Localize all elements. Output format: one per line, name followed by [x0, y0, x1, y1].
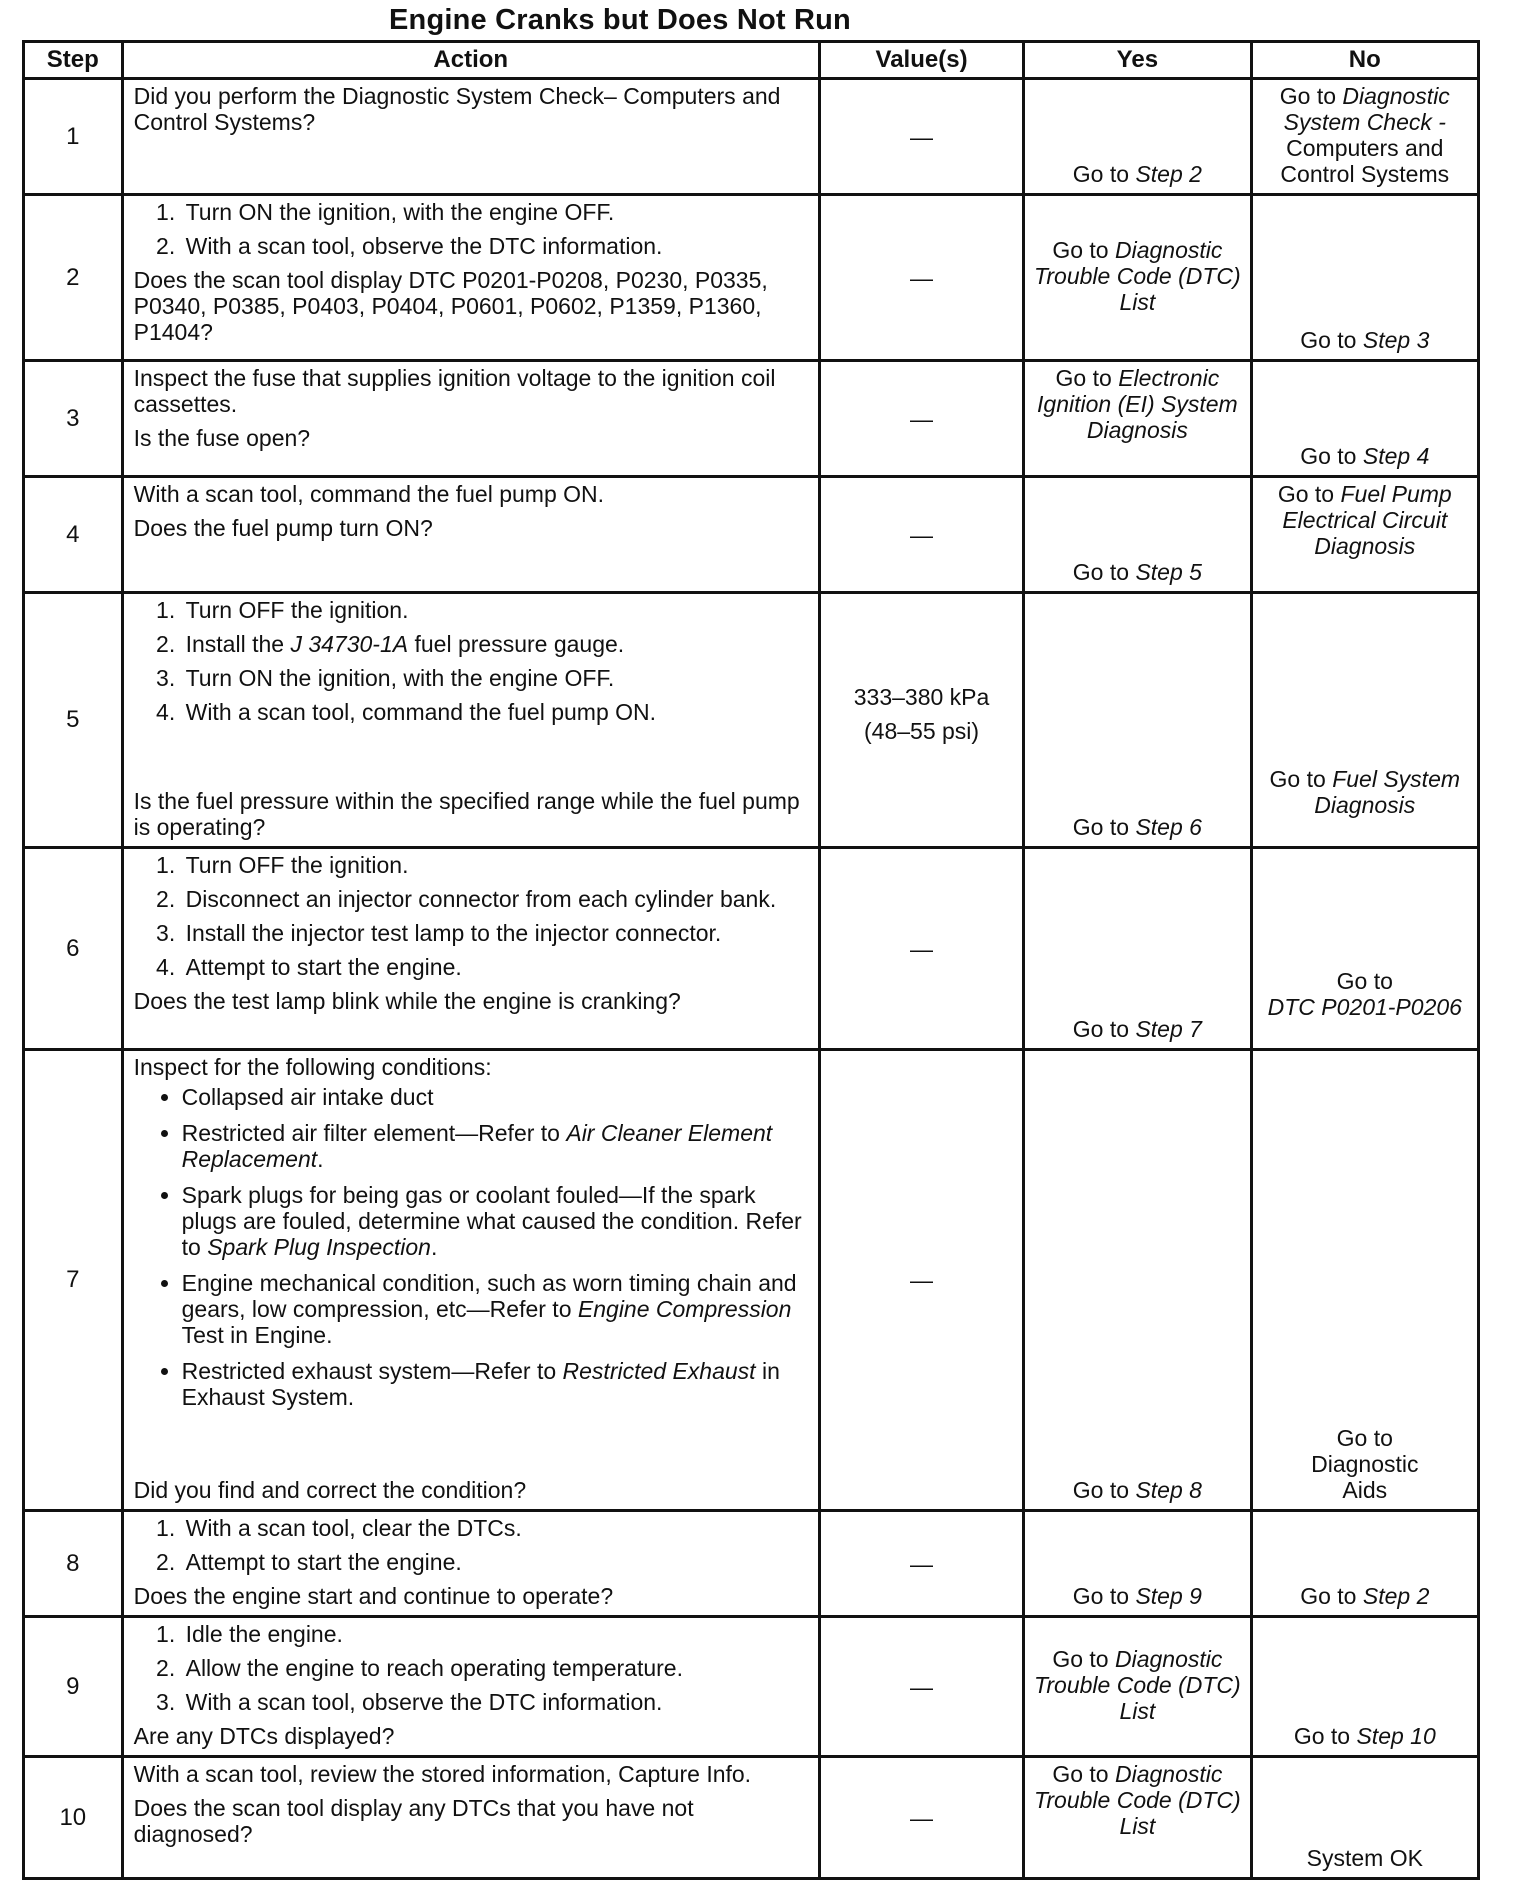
- yes-cell: Go to Step 5: [1024, 477, 1251, 593]
- header-step: Step: [24, 42, 123, 79]
- no-link[interactable]: Fuel Pump Electrical Circuit Diagnosis: [1282, 481, 1452, 559]
- action-question: Does the test lamp blink while the engine is cranking?: [133, 988, 681, 1014]
- ref-link[interactable]: Engine Compression: [577, 1296, 792, 1322]
- no-link[interactable]: Step 4: [1362, 443, 1430, 469]
- action-question: Does the fuel pump turn ON?: [133, 515, 433, 541]
- action-cell: [122, 361, 819, 477]
- value-cell: —: [819, 195, 1023, 361]
- yes-link[interactable]: Step 6: [1135, 814, 1202, 840]
- yes-cell: Go to Diagnostic Trouble Code (DTC) List: [1024, 1757, 1251, 1879]
- no-link[interactable]: DTC P0201-P0206: [1267, 994, 1462, 1020]
- no-cell: Go to Step 2: [1251, 1511, 1478, 1617]
- yes-cell: Go to Step 6: [1024, 593, 1251, 848]
- ref-link[interactable]: Restricted Exhaust: [562, 1358, 756, 1384]
- action-step: 1. Idle the engine.: [182, 1621, 808, 1647]
- action-steps: [134, 1515, 808, 1575]
- no-link[interactable]: Step 2: [1362, 1583, 1430, 1609]
- step-number: 2: [24, 195, 123, 361]
- no-cell: [1251, 1050, 1478, 1511]
- value-psi: (48–55 psi): [864, 718, 980, 744]
- yes-link[interactable]: Step 8: [1135, 1477, 1202, 1503]
- yes-link[interactable]: Diagnostic Trouble Code (DTC) List: [1034, 1761, 1241, 1839]
- no-cell: Go to Diagnostic System Check - Computers and Control Systems: [1251, 79, 1478, 195]
- table-row: [24, 1617, 1479, 1757]
- action-step: 1. Turn OFF the ignition.: [182, 852, 808, 878]
- value-cell: —: [819, 477, 1023, 593]
- condition-item: • Spark plugs for being gas or coolant fouled—If the spark plugs are fouled, determine what caused the condition. Refer to Spark Plug Inspection.: [182, 1182, 808, 1260]
- condition-list: [134, 1084, 808, 1420]
- table-row: [24, 848, 1479, 1050]
- action-cell: [122, 1050, 819, 1511]
- yes-link[interactable]: Diagnostic Trouble Code (DTC) List: [1034, 237, 1241, 315]
- action-step: 1. Turn ON the ignition, with the engine OFF.: [182, 199, 808, 225]
- yes-cell: Go to Diagnostic Trouble Code (DTC) List: [1024, 1617, 1251, 1757]
- table-row: [24, 1511, 1479, 1617]
- action-step: 3. Turn ON the ignition, with the engine OFF.: [182, 665, 808, 691]
- action-question: Does the scan tool display DTC P0201-P0208, P0230, P0335, P0340, P0385, P0403, P0404, P0601, P0602, P1359, P1360, P1404?: [133, 267, 768, 345]
- table-row: [24, 593, 1479, 848]
- action-cell: [122, 477, 819, 593]
- action-text: With a scan tool, command the fuel pump ON.: [133, 481, 605, 507]
- yes-cell: Go to Electronic Ignition (EI) System Diagnosis: [1024, 361, 1251, 477]
- step-number: 4: [24, 477, 123, 593]
- yes-cell: Go to Diagnostic Trouble Code (DTC) List: [1024, 195, 1251, 361]
- value-cell: —: [819, 848, 1023, 1050]
- no-cell: Go to DTC P0201-P0206: [1251, 848, 1478, 1050]
- condition-item: • Engine mechanical condition, such as worn timing chain and gears, low compression, etc—Refer to Engine Compression Test in Engine.: [182, 1270, 808, 1348]
- table-row: [24, 195, 1479, 361]
- step-number: 5: [24, 593, 123, 848]
- table-row: [24, 79, 1479, 195]
- action-step: 3. With a scan tool, observe the DTC information.: [182, 1689, 808, 1715]
- action-cell: [122, 1617, 819, 1757]
- action-intro: Inspect for the following conditions:: [133, 1054, 492, 1080]
- no-link[interactable]: Diagnostic System Check -: [1283, 83, 1450, 135]
- header-yes: Yes: [1024, 42, 1251, 79]
- diagnostic-table: [22, 40, 1480, 1880]
- header-values: Value(s): [819, 42, 1023, 79]
- table-row: [24, 477, 1479, 593]
- value-cell: [819, 593, 1023, 848]
- action-cell: [122, 79, 819, 195]
- action-steps: [134, 1621, 808, 1715]
- no-link[interactable]: System OK: [1306, 1845, 1423, 1871]
- action-question: Is the fuel pressure within the specified range while the fuel pump is operating?: [133, 788, 800, 840]
- yes-link[interactable]: Step 2: [1135, 161, 1202, 187]
- no-cell: [1251, 1757, 1478, 1879]
- yes-cell: Go to Step 2: [1024, 79, 1251, 195]
- action-step: 1. With a scan tool, clear the DTCs.: [182, 1515, 808, 1541]
- action-step: 1. Turn OFF the ignition.: [182, 597, 808, 623]
- step-number: 9: [24, 1617, 123, 1757]
- action-step: 2. Attempt to start the engine.: [182, 1549, 808, 1575]
- value-cell: —: [819, 1757, 1023, 1879]
- yes-cell: Go to Step 7: [1024, 848, 1251, 1050]
- action-question: Is the fuse open?: [133, 425, 311, 451]
- condition-item: • Restricted exhaust system—Refer to Restricted Exhaust in Exhaust System.: [182, 1358, 808, 1410]
- header-action: Action: [122, 42, 819, 79]
- header-no: No: [1251, 42, 1478, 79]
- action-step: 4. With a scan tool, command the fuel pump ON.: [182, 699, 808, 725]
- value-cell: —: [819, 1617, 1023, 1757]
- step-number: 6: [24, 848, 123, 1050]
- no-cell: Go to Step 3: [1251, 195, 1478, 361]
- action-cell: [122, 848, 819, 1050]
- action-cell: [122, 593, 819, 848]
- yes-link[interactable]: Step 5: [1135, 559, 1202, 585]
- yes-cell: Go to Step 9: [1024, 1511, 1251, 1617]
- action-text: With a scan tool, review the stored information, Capture Info.: [133, 1761, 752, 1787]
- value-cell: —: [819, 361, 1023, 477]
- step-number: 1: [24, 79, 123, 195]
- step-number: 10: [24, 1757, 123, 1879]
- step-number: 8: [24, 1511, 123, 1617]
- action-step: 2. With a scan tool, observe the DTC information.: [182, 233, 808, 259]
- ref-link[interactable]: Spark Plug Inspection: [207, 1234, 431, 1260]
- condition-item: • Restricted air filter element—Refer to Air Cleaner Element Replacement.: [182, 1120, 808, 1172]
- no-link[interactable]: Fuel System Diagnosis: [1314, 766, 1461, 818]
- action-steps: [134, 199, 808, 259]
- yes-link[interactable]: Diagnostic Trouble Code (DTC) List: [1034, 1646, 1241, 1724]
- table-row: [24, 361, 1479, 477]
- action-text: Inspect the fuse that supplies ignition voltage to the ignition coil cassettes.: [133, 365, 776, 417]
- yes-link[interactable]: Electronic Ignition (EI) System Diagnosis: [1037, 365, 1238, 443]
- table-header-row: [24, 42, 1479, 79]
- no-cell: Go to Fuel System Diagnosis: [1251, 593, 1478, 848]
- no-cell: Go to Fuel Pump Electrical Circuit Diagnosis: [1251, 477, 1478, 593]
- no-cell: Go to Step 10: [1251, 1617, 1478, 1757]
- action-question: Are any DTCs displayed?: [133, 1723, 395, 1749]
- page-title: Engine Cranks but Does Not Run: [389, 4, 851, 36]
- action-step: 3. Install the injector test lamp to the injector connector.: [182, 920, 808, 946]
- value-cell: —: [819, 79, 1023, 195]
- action-cell: [122, 195, 819, 361]
- action-question: Does the engine start and continue to operate?: [133, 1583, 614, 1609]
- condition-item: • Collapsed air intake duct: [182, 1084, 808, 1110]
- action-step: 2. Allow the engine to reach operating temperature.: [182, 1655, 808, 1681]
- ref-link[interactable]: Air Cleaner Element Replacement: [181, 1120, 773, 1172]
- action-question: Does the scan tool display any DTCs that you have not diagnosed?: [133, 1795, 694, 1847]
- action-step: 4. Attempt to start the engine.: [182, 954, 808, 980]
- yes-cell: Go to Step 8: [1024, 1050, 1251, 1511]
- no-link[interactable]: Step 3: [1362, 327, 1430, 353]
- no-link[interactable]: Go to Diagnostic Aids: [1311, 1425, 1419, 1503]
- yes-link[interactable]: Step 9: [1135, 1583, 1202, 1609]
- step-number: 7: [24, 1050, 123, 1511]
- action-cell: [122, 1757, 819, 1879]
- value-kpa: 333–380 kPa: [853, 684, 990, 710]
- value-cell: —: [819, 1050, 1023, 1511]
- no-cell: Go to Step 4: [1251, 361, 1478, 477]
- yes-link[interactable]: Step 7: [1135, 1016, 1202, 1042]
- table-row: [24, 1050, 1479, 1511]
- action-step: 2. Disconnect an injector connector from each cylinder bank.: [182, 886, 808, 912]
- action-steps: [134, 852, 808, 980]
- action-question: Did you find and correct the condition?: [133, 1477, 527, 1503]
- action-step: 2. Install the J 34730-1A fuel pressure gauge.: [182, 631, 808, 657]
- table-row: [24, 1757, 1479, 1879]
- action-steps: [134, 597, 808, 733]
- value-cell: —: [819, 1511, 1023, 1617]
- action-cell: [122, 1511, 819, 1617]
- step-number: 3: [24, 361, 123, 477]
- no-link[interactable]: Step 10: [1356, 1723, 1436, 1749]
- action-text: Did you perform the Diagnostic System Check– Computers and Control Systems?: [133, 83, 781, 135]
